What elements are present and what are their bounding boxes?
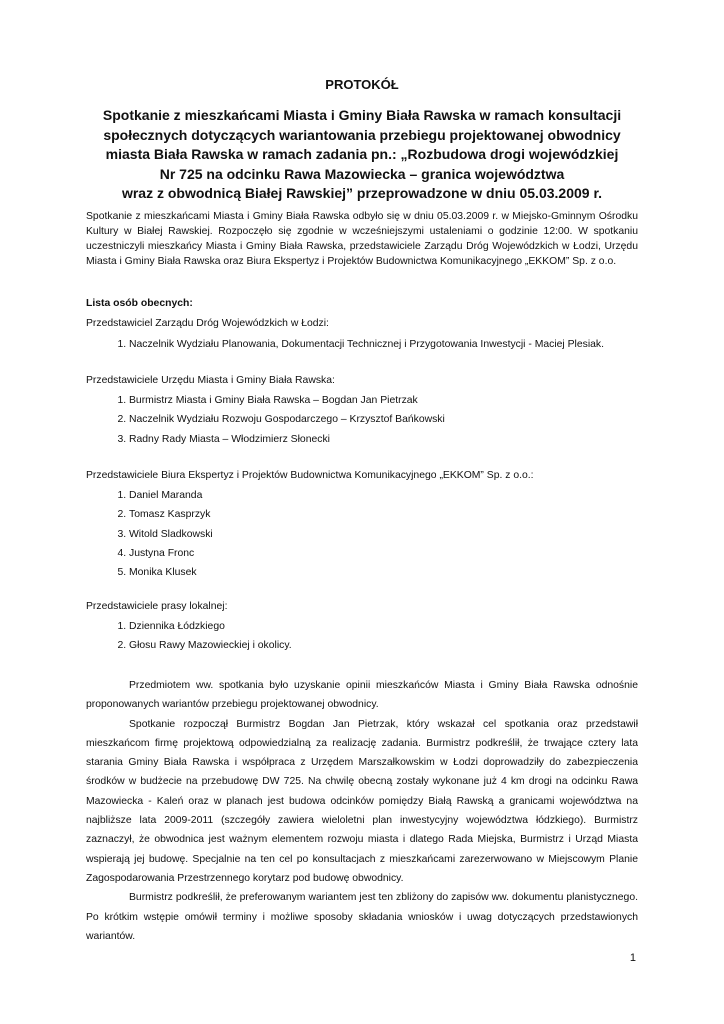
body-paragraph: Przedmiotem ww. spotkania było uzyskanie opinii mieszkańców Miasta i Gminy Biała Rawska odnośnie proponowanych wariantów przebiegu projektowanej obwodnicy. xyxy=(86,680,638,711)
list-item: 1. Naczelnik Wydziału Planowania, Dokumentacji Technicznej i Przygotowania Inwestycji - Maciej Plesiak. xyxy=(129,335,604,354)
group-label-umig: Przedstawiciele Urzędu Miasta i Gminy Biała Rawska: xyxy=(86,375,335,386)
list-item: 3. Radny Rady Miasta – Włodzimierz Słonecki xyxy=(129,430,445,449)
subtitle-line: miasta Biała Rawska w ramach zadania pn.: „Rozbudowa drogi wojewódzkiej xyxy=(105,146,619,162)
group-list-zdw xyxy=(102,335,604,354)
group-list-umig xyxy=(102,391,445,449)
document-title: PROTOKÓŁ xyxy=(325,77,399,92)
list-item: 2. Naczelnik Wydziału Rozwoju Gospodarczego – Krzysztof Bańkowski xyxy=(129,410,445,429)
intro-paragraph: Spotkanie z mieszkańcami Miasta i Gminy Biała Rawska odbyło się w dniu 05.03.2009 r. w Miejsko-Gminnym Ośrodku Kultury w Białej Rawskiej. Rozpoczęło się zgodnie w wcześniejszymi ustaleniami o godzinie 12:00. W spotkaniu uczestniczyli mieszkańcy Miasta i Gminy Biała Rawska, przedstawiciele Zarządu Dróg Wojewódzkich w Łodzi, Urzędu Miasta i Gminy Biała Rawska oraz Biura Ekspertyz i Projektów Budownictwa Komunikacyjnego „EKKOM” Sp. z o.o. xyxy=(86,211,638,267)
list-item: 1. Burmistrz Miasta i Gminy Biała Rawska – Bogdan Jan Pietrzak xyxy=(129,391,445,410)
body-paragraph: Burmistrz podkreślił, że preferowanym wariantem jest ten zbliżony do zapisów ww. dokumentu planistycznego. Po krótkim wstępie omówił terminy i możliwe sposoby składania wniosków i uwag dotyczących przedstawionych wariantów. xyxy=(86,892,638,942)
list-item: 3. Witold Sladkowski xyxy=(129,525,213,544)
subtitle-line: Spotkanie z mieszkańcami Miasta i Gminy Biała Rawska w ramach konsultacji xyxy=(102,107,622,123)
subtitle-line: społecznych dotyczących wariantowania przebiegu projektowanej obwodnicy xyxy=(103,126,621,143)
group-label-zdw: Przedstawiciel Zarządu Dróg Wojewódzkich w Łodzi: xyxy=(86,318,329,329)
list-item: 1. Daniel Maranda xyxy=(129,486,213,505)
group-list-press xyxy=(102,617,292,656)
group-label-press: Przedstawiciele prasy lokalnej: xyxy=(86,601,228,612)
subtitle-line: wraz z obwodnicą Białej Rawskiej” przeprowadzone w dniu 05.03.2009 r. xyxy=(121,185,603,201)
group-list-ekkom xyxy=(102,486,213,582)
group-label-ekkom: Przedstawiciele Biura Ekspertyz i Projektów Budownictwa Komunikacyjnego „EKKOM” Sp. z o.o.: xyxy=(86,470,534,481)
list-item: 5. Monika Klusek xyxy=(129,563,213,582)
subtitle-line: Nr 725 na odcinku Rawa Mazowiecka – granica województwa xyxy=(159,165,565,182)
body-paragraph: Spotkanie rozpoczął Burmistrz Bogdan Jan Pietrzak, który wskazał cel spotkania oraz przedstawił mieszkańcom firmę projektową odpowiedzialną za realizację zadania. Burmistrz podkreślił, że trwające cztery lata starania Gminy Biała Rawska i współpraca z Urzędem Marszałkowskim w Łodzi doprowadziły do zabezpieczenia środków w budżecie na przebudowę DW 725. Na chwilę obecną zostały wykonane już 4 km drogi na odcinku Rawa Mazowiecka - Kaleń oraz w planach jest budowa odcinków pomiędzy Białą Rawską a granicami województwa na najbliższe lata 2009-2011 (szczegóły zawiera wieloletni plan inwestycyjny województwa łódzkiego). Burmistrz zaznaczył, że obwodnica jest ważnym elementem rozwoju miasta i dlatego Rada Miejska, Burmistrz i Urząd Miasta wspierają jej budowę. Specjalnie na ten cel po konsultacjach z mieszkańcami zarezerwowano w Miejscowym Planie Zagospodarowania Przestrzennego korytarz pod budowę obwodnicy. xyxy=(86,718,638,884)
page-number: 1 xyxy=(629,952,636,964)
list-item: 4. Justyna Fronc xyxy=(129,544,213,563)
body-text xyxy=(86,676,638,946)
attendance-heading: Lista osób obecnych: xyxy=(86,298,193,309)
list-item: 1. Dziennika Łódzkiego xyxy=(129,617,292,636)
list-item: 2. Głosu Rawy Mazowieckiej i okolicy. xyxy=(129,636,292,655)
list-item: 2. Tomasz Kasprzyk xyxy=(129,505,213,524)
document-subtitle xyxy=(86,106,638,204)
